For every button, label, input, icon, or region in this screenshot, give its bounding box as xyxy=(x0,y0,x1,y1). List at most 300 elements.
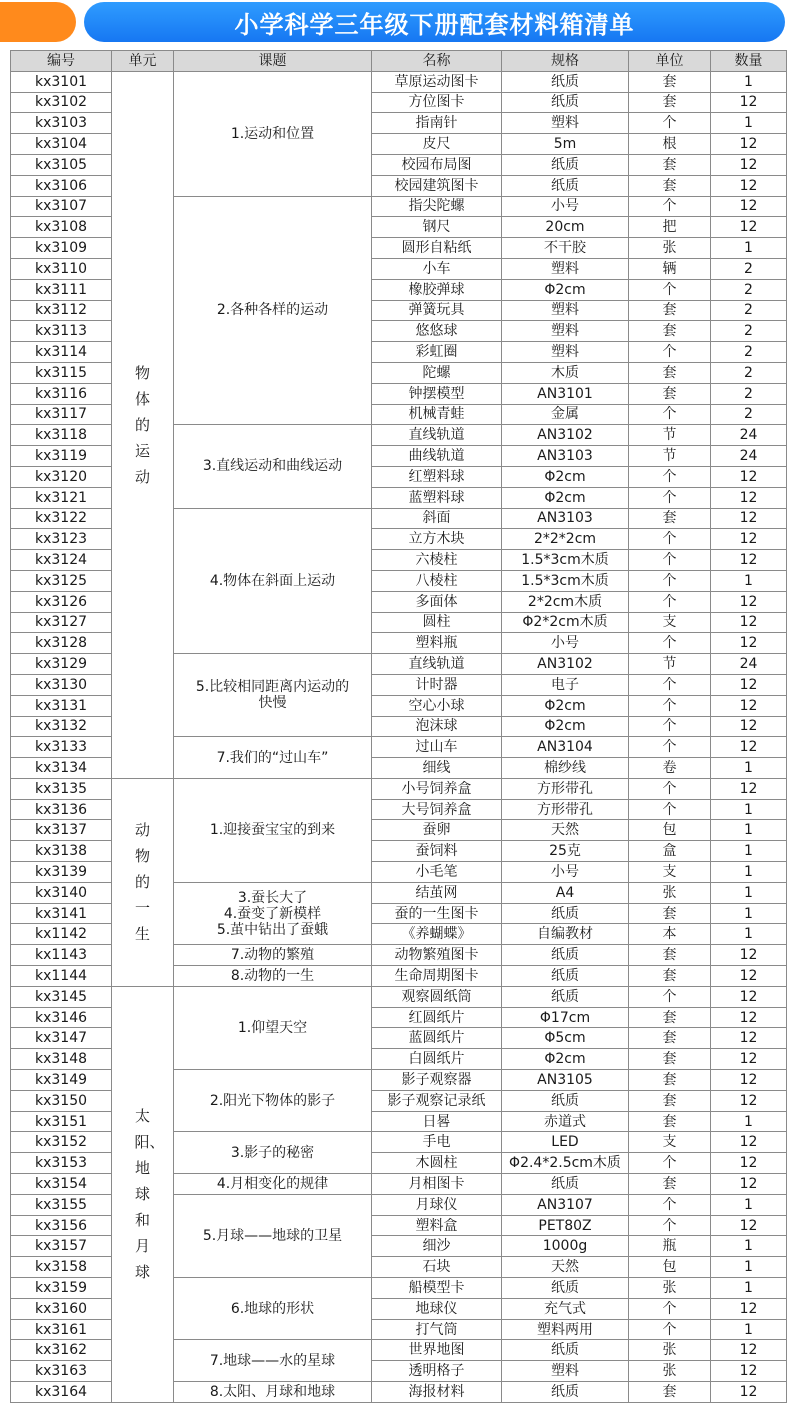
item-measure-unit: 套 xyxy=(629,71,711,92)
item-id: kx3105 xyxy=(11,154,112,175)
item-measure-unit: 个 xyxy=(629,695,711,716)
item-id: kx3151 xyxy=(11,1111,112,1132)
item-quantity: 12 xyxy=(711,1007,787,1028)
item-measure-unit: 套 xyxy=(629,945,711,966)
item-name: 日晷 xyxy=(372,1111,502,1132)
item-quantity: 1 xyxy=(711,924,787,945)
item-spec: 纸质 xyxy=(502,1174,629,1195)
item-measure-unit: 个 xyxy=(629,778,711,799)
topic-line: 1.运动和位置 xyxy=(230,125,315,142)
title-bar xyxy=(84,2,785,42)
item-name: 红塑料球 xyxy=(372,466,502,487)
topic-line: 6.地球的形状 xyxy=(230,1300,315,1317)
item-quantity: 12 xyxy=(711,1215,787,1236)
item-measure-unit: 支 xyxy=(629,1132,711,1153)
item-measure-unit: 包 xyxy=(629,1257,711,1278)
item-measure-unit: 套 xyxy=(629,508,711,529)
item-id: kx3132 xyxy=(11,716,112,737)
item-name: 橡胶弹球 xyxy=(372,279,502,300)
item-spec: 纸质 xyxy=(502,1278,629,1299)
topic-cell xyxy=(174,1174,372,1195)
topic-cell xyxy=(174,966,372,987)
topic-line: 2.阳光下物体的影子 xyxy=(209,1092,336,1109)
item-quantity: 12 xyxy=(711,175,787,196)
item-spec: 5m xyxy=(502,134,629,155)
item-id: kx3159 xyxy=(11,1278,112,1299)
item-spec: Φ5cm xyxy=(502,1028,629,1049)
item-id: kx3134 xyxy=(11,758,112,779)
item-measure-unit: 个 xyxy=(629,113,711,134)
item-id: kx3108 xyxy=(11,217,112,238)
item-quantity: 12 xyxy=(711,612,787,633)
item-spec: 不干胶 xyxy=(502,238,629,259)
item-quantity: 24 xyxy=(711,654,787,675)
item-name: 生命周期图卡 xyxy=(372,966,502,987)
item-quantity: 2 xyxy=(711,383,787,404)
item-measure-unit: 个 xyxy=(629,279,711,300)
topic-cell xyxy=(174,1382,372,1403)
item-measure-unit: 张 xyxy=(629,1278,711,1299)
item-quantity: 1 xyxy=(711,238,787,259)
item-name: 塑料瓶 xyxy=(372,633,502,654)
item-id: kx3126 xyxy=(11,591,112,612)
item-spec: 纸质 xyxy=(502,966,629,987)
item-spec: 方形带孔 xyxy=(502,778,629,799)
item-quantity: 2 xyxy=(711,321,787,342)
item-measure-unit: 个 xyxy=(629,591,711,612)
item-spec: Φ2cm xyxy=(502,1049,629,1070)
title-banner xyxy=(0,0,799,46)
item-quantity: 12 xyxy=(711,966,787,987)
page-title: 小学科学三年级下册配套材料箱清单 xyxy=(234,10,635,39)
item-spec: 1000g xyxy=(502,1236,629,1257)
item-measure-unit: 把 xyxy=(629,217,711,238)
item-quantity: 2 xyxy=(711,404,787,425)
item-name: 校园建筑图卡 xyxy=(372,175,502,196)
item-spec: AN3101 xyxy=(502,383,629,404)
item-name: 直线轨道 xyxy=(372,654,502,675)
topic-cell xyxy=(174,882,372,944)
item-quantity: 12 xyxy=(711,508,787,529)
item-quantity: 1 xyxy=(711,1194,787,1215)
item-id: kx3127 xyxy=(11,612,112,633)
item-spec: 25克 xyxy=(502,841,629,862)
item-quantity: 2 xyxy=(711,362,787,383)
topic-cell xyxy=(174,986,372,1069)
item-measure-unit: 个 xyxy=(629,1153,711,1174)
topic-cell xyxy=(174,778,372,882)
item-name: 曲线轨道 xyxy=(372,446,502,467)
item-name: 皮尺 xyxy=(372,134,502,155)
item-quantity: 1 xyxy=(711,1236,787,1257)
unit-section-name: 动物的一生 xyxy=(134,821,150,944)
item-measure-unit: 个 xyxy=(629,1319,711,1340)
topic-line: 1.仰望天空 xyxy=(237,1019,308,1036)
item-spec: LED xyxy=(502,1132,629,1153)
item-measure-unit: 个 xyxy=(629,799,711,820)
item-quantity: 1 xyxy=(711,799,787,820)
item-measure-unit: 套 xyxy=(629,903,711,924)
item-measure-unit: 个 xyxy=(629,1215,711,1236)
item-measure-unit: 套 xyxy=(629,92,711,113)
item-measure-unit: 套 xyxy=(629,1049,711,1070)
item-spec: 天然 xyxy=(502,1257,629,1278)
item-id: kx3152 xyxy=(11,1132,112,1153)
item-quantity: 24 xyxy=(711,425,787,446)
item-spec: 小号 xyxy=(502,633,629,654)
topic-line: 7.动物的繁殖 xyxy=(230,947,315,964)
header-unit-section: 单元 xyxy=(112,51,174,72)
item-spec: AN3107 xyxy=(502,1194,629,1215)
item-name: 钟摆模型 xyxy=(372,383,502,404)
item-spec: AN3103 xyxy=(502,508,629,529)
item-id: kx3128 xyxy=(11,633,112,654)
item-id: kx3146 xyxy=(11,1007,112,1028)
item-name: 彩虹圈 xyxy=(372,342,502,363)
item-quantity: 2 xyxy=(711,342,787,363)
item-id: kx3139 xyxy=(11,862,112,883)
item-measure-unit: 个 xyxy=(629,737,711,758)
topic-cell xyxy=(174,196,372,425)
header-id: 编号 xyxy=(11,51,112,72)
item-measure-unit: 支 xyxy=(629,612,711,633)
item-quantity: 12 xyxy=(711,1382,787,1403)
materials-table xyxy=(10,50,787,1403)
item-name: 指南针 xyxy=(372,113,502,134)
item-quantity: 12 xyxy=(711,778,787,799)
topic-line: 5.比较相同距离内运动的 xyxy=(195,679,350,696)
item-name: 小毛笔 xyxy=(372,862,502,883)
item-name: 六棱柱 xyxy=(372,550,502,571)
item-spec: 纸质 xyxy=(502,1090,629,1111)
item-name: 大号饲养盒 xyxy=(372,799,502,820)
item-spec: Φ2cm xyxy=(502,716,629,737)
item-quantity: 12 xyxy=(711,716,787,737)
topic-line: 4.月相变化的规律 xyxy=(216,1175,329,1192)
item-spec: 2*2*2cm xyxy=(502,529,629,550)
item-quantity: 1 xyxy=(711,1111,787,1132)
item-quantity: 12 xyxy=(711,986,787,1007)
item-measure-unit: 卷 xyxy=(629,758,711,779)
item-name: 白圆纸片 xyxy=(372,1049,502,1070)
item-measure-unit: 个 xyxy=(629,529,711,550)
table-body xyxy=(11,71,787,1402)
item-spec: 2*2cm木质 xyxy=(502,591,629,612)
item-spec: 小号 xyxy=(502,196,629,217)
item-spec: 塑料 xyxy=(502,113,629,134)
item-name: 蚕饲料 xyxy=(372,841,502,862)
item-quantity: 1 xyxy=(711,71,787,92)
item-name: 动物繁殖图卡 xyxy=(372,945,502,966)
item-measure-unit: 根 xyxy=(629,134,711,155)
item-id: kx3116 xyxy=(11,383,112,404)
table-row xyxy=(11,71,787,92)
item-spec: 塑料 xyxy=(502,342,629,363)
item-name: 影子观察器 xyxy=(372,1070,502,1091)
item-name: 世界地图 xyxy=(372,1340,502,1361)
item-id: kx3121 xyxy=(11,487,112,508)
orange-accent-tab xyxy=(0,2,76,42)
item-quantity: 2 xyxy=(711,300,787,321)
item-spec: Φ2*2cm木质 xyxy=(502,612,629,633)
item-name: 细线 xyxy=(372,758,502,779)
item-id: kx1143 xyxy=(11,945,112,966)
item-quantity: 1 xyxy=(711,1257,787,1278)
topic-line: 3.影子的秘密 xyxy=(230,1144,315,1161)
item-quantity: 1 xyxy=(711,1319,787,1340)
item-measure-unit: 个 xyxy=(629,633,711,654)
item-quantity: 12 xyxy=(711,1132,787,1153)
item-quantity: 12 xyxy=(711,633,787,654)
item-spec: 电子 xyxy=(502,674,629,695)
item-id: kx3113 xyxy=(11,321,112,342)
item-spec: 20cm xyxy=(502,217,629,238)
item-id: kx1142 xyxy=(11,924,112,945)
item-id: kx3129 xyxy=(11,654,112,675)
item-id: kx3138 xyxy=(11,841,112,862)
item-name: 圆形自粘纸 xyxy=(372,238,502,259)
topic-cell xyxy=(174,737,372,779)
item-spec: 塑料 xyxy=(502,321,629,342)
item-name: 计时器 xyxy=(372,674,502,695)
item-id: kx3157 xyxy=(11,1236,112,1257)
item-id: kx3124 xyxy=(11,550,112,571)
item-spec: 自编教材 xyxy=(502,924,629,945)
item-id: kx3135 xyxy=(11,778,112,799)
item-measure-unit: 套 xyxy=(629,1382,711,1403)
item-measure-unit: 套 xyxy=(629,300,711,321)
item-id: kx3107 xyxy=(11,196,112,217)
item-measure-unit: 套 xyxy=(629,1007,711,1028)
topic-cell xyxy=(174,654,372,737)
item-id: kx3156 xyxy=(11,1215,112,1236)
item-name: 钢尺 xyxy=(372,217,502,238)
topic-line: 2.各种各样的运动 xyxy=(216,302,329,319)
item-id: kx3123 xyxy=(11,529,112,550)
item-id: kx3147 xyxy=(11,1028,112,1049)
item-quantity: 12 xyxy=(711,1361,787,1382)
item-quantity: 12 xyxy=(711,217,787,238)
item-spec: 棉纱线 xyxy=(502,758,629,779)
item-measure-unit: 节 xyxy=(629,425,711,446)
item-spec: 塑料两用 xyxy=(502,1319,629,1340)
item-quantity: 12 xyxy=(711,1090,787,1111)
item-quantity: 12 xyxy=(711,1340,787,1361)
header-topic: 课题 xyxy=(174,51,372,72)
item-quantity: 12 xyxy=(711,674,787,695)
item-name: 机械青蛙 xyxy=(372,404,502,425)
item-id: kx1144 xyxy=(11,966,112,987)
item-id: kx3148 xyxy=(11,1049,112,1070)
item-measure-unit: 个 xyxy=(629,404,711,425)
item-quantity: 12 xyxy=(711,1298,787,1319)
item-measure-unit: 个 xyxy=(629,342,711,363)
item-measure-unit: 个 xyxy=(629,986,711,1007)
topic-line: 4.蚕变了新模样 xyxy=(223,905,322,922)
item-spec: 塑料 xyxy=(502,300,629,321)
item-id: kx3130 xyxy=(11,674,112,695)
item-id: kx3118 xyxy=(11,425,112,446)
item-quantity: 12 xyxy=(711,196,787,217)
item-measure-unit: 套 xyxy=(629,1111,711,1132)
item-quantity: 12 xyxy=(711,1070,787,1091)
item-name: 《养蝴蝶》 xyxy=(372,924,502,945)
unit-section-name: 太阳、地球和月球 xyxy=(134,1107,165,1282)
item-name: 蓝圆纸片 xyxy=(372,1028,502,1049)
item-quantity: 2 xyxy=(711,279,787,300)
item-measure-unit: 个 xyxy=(629,550,711,571)
item-name: 蓝塑料球 xyxy=(372,487,502,508)
item-name: 塑料盒 xyxy=(372,1215,502,1236)
item-id: kx3154 xyxy=(11,1174,112,1195)
item-name: 月相图卡 xyxy=(372,1174,502,1195)
item-measure-unit: 套 xyxy=(629,1028,711,1049)
item-id: kx3106 xyxy=(11,175,112,196)
item-id: kx3125 xyxy=(11,570,112,591)
topic-line: 7.地球——水的星球 xyxy=(209,1352,336,1369)
item-measure-unit: 本 xyxy=(629,924,711,945)
item-name: 蚕卵 xyxy=(372,820,502,841)
item-id: kx3122 xyxy=(11,508,112,529)
topic-cell xyxy=(174,71,372,196)
topic-cell xyxy=(174,1194,372,1277)
item-quantity: 12 xyxy=(711,1049,787,1070)
item-spec: 天然 xyxy=(502,820,629,841)
item-spec: 金属 xyxy=(502,404,629,425)
item-id: kx3140 xyxy=(11,882,112,903)
topic-cell xyxy=(174,945,372,966)
item-quantity: 12 xyxy=(711,945,787,966)
item-spec: 纸质 xyxy=(502,154,629,175)
header-name: 名称 xyxy=(372,51,502,72)
item-id: kx3117 xyxy=(11,404,112,425)
item-quantity: 12 xyxy=(711,591,787,612)
item-spec: 1.5*3cm木质 xyxy=(502,570,629,591)
item-spec: Φ2cm xyxy=(502,487,629,508)
item-id: kx3109 xyxy=(11,238,112,259)
item-quantity: 2 xyxy=(711,258,787,279)
item-spec: 塑料 xyxy=(502,258,629,279)
item-spec: 纸质 xyxy=(502,1382,629,1403)
item-name: 海报材料 xyxy=(372,1382,502,1403)
item-measure-unit: 盒 xyxy=(629,841,711,862)
item-id: kx3103 xyxy=(11,113,112,134)
item-name: 影子观察记录纸 xyxy=(372,1090,502,1111)
item-spec: 赤道式 xyxy=(502,1111,629,1132)
topic-line: 3.直线运动和曲线运动 xyxy=(202,458,343,475)
item-id: kx3149 xyxy=(11,1070,112,1091)
item-measure-unit: 个 xyxy=(629,674,711,695)
item-spec: AN3105 xyxy=(502,1070,629,1091)
topic-cell xyxy=(174,1278,372,1340)
item-spec: 纸质 xyxy=(502,92,629,113)
item-name: 蚕的一生图卡 xyxy=(372,903,502,924)
topic-line: 3.蚕长大了 xyxy=(237,889,308,906)
item-quantity: 24 xyxy=(711,446,787,467)
item-id: kx3137 xyxy=(11,820,112,841)
item-id: kx3162 xyxy=(11,1340,112,1361)
item-id: kx3115 xyxy=(11,362,112,383)
item-id: kx3160 xyxy=(11,1298,112,1319)
topic-line: 8.太阳、月球和地球 xyxy=(209,1383,336,1400)
item-name: 斜面 xyxy=(372,508,502,529)
item-id: kx3131 xyxy=(11,695,112,716)
item-measure-unit: 套 xyxy=(629,321,711,342)
item-id: kx3120 xyxy=(11,466,112,487)
item-quantity: 1 xyxy=(711,570,787,591)
item-id: kx3163 xyxy=(11,1361,112,1382)
item-measure-unit: 套 xyxy=(629,383,711,404)
item-spec: 纸质 xyxy=(502,175,629,196)
item-measure-unit: 节 xyxy=(629,446,711,467)
item-spec: Φ2cm xyxy=(502,466,629,487)
item-id: kx3145 xyxy=(11,986,112,1007)
item-measure-unit: 支 xyxy=(629,862,711,883)
topic-cell xyxy=(174,1340,372,1382)
item-name: 手电 xyxy=(372,1132,502,1153)
item-id: kx3111 xyxy=(11,279,112,300)
item-name: 结茧网 xyxy=(372,882,502,903)
item-measure-unit: 个 xyxy=(629,487,711,508)
item-id: kx3155 xyxy=(11,1194,112,1215)
item-name: 草原运动图卡 xyxy=(372,71,502,92)
item-id: kx3133 xyxy=(11,737,112,758)
item-spec: 纸质 xyxy=(502,986,629,1007)
item-name: 指尖陀螺 xyxy=(372,196,502,217)
unit-section-cell xyxy=(112,778,174,986)
item-spec: 纸质 xyxy=(502,903,629,924)
item-measure-unit: 个 xyxy=(629,466,711,487)
topic-cell xyxy=(174,508,372,654)
item-measure-unit: 包 xyxy=(629,820,711,841)
topic-line: 5.月球——地球的卫星 xyxy=(202,1227,343,1244)
item-name: 透明格子 xyxy=(372,1361,502,1382)
item-spec: 纸质 xyxy=(502,71,629,92)
item-name: 观察圆纸筒 xyxy=(372,986,502,1007)
item-quantity: 12 xyxy=(711,466,787,487)
item-spec: Φ17cm xyxy=(502,1007,629,1028)
item-spec: 纸质 xyxy=(502,1340,629,1361)
item-measure-unit: 辆 xyxy=(629,258,711,279)
item-quantity: 1 xyxy=(711,882,787,903)
item-name: 悠悠球 xyxy=(372,321,502,342)
item-name: 打气筒 xyxy=(372,1319,502,1340)
item-spec: Φ2cm xyxy=(502,279,629,300)
item-measure-unit: 套 xyxy=(629,966,711,987)
item-spec: 纸质 xyxy=(502,945,629,966)
item-id: kx3158 xyxy=(11,1257,112,1278)
item-measure-unit: 套 xyxy=(629,1070,711,1091)
item-quantity: 12 xyxy=(711,1174,787,1195)
item-spec: AN3102 xyxy=(502,654,629,675)
item-name: 直线轨道 xyxy=(372,425,502,446)
item-name: 月球仪 xyxy=(372,1194,502,1215)
item-id: kx3102 xyxy=(11,92,112,113)
item-measure-unit: 个 xyxy=(629,716,711,737)
item-measure-unit: 个 xyxy=(629,570,711,591)
item-id: kx3104 xyxy=(11,134,112,155)
item-name: 船模型卡 xyxy=(372,1278,502,1299)
item-name: 小车 xyxy=(372,258,502,279)
item-measure-unit: 瓶 xyxy=(629,1236,711,1257)
topic-cell xyxy=(174,1132,372,1174)
item-id: kx3141 xyxy=(11,903,112,924)
item-quantity: 1 xyxy=(711,820,787,841)
header-measure-unit: 单位 xyxy=(629,51,711,72)
item-id: kx3119 xyxy=(11,446,112,467)
item-name: 方位图卡 xyxy=(372,92,502,113)
item-name: 石块 xyxy=(372,1257,502,1278)
